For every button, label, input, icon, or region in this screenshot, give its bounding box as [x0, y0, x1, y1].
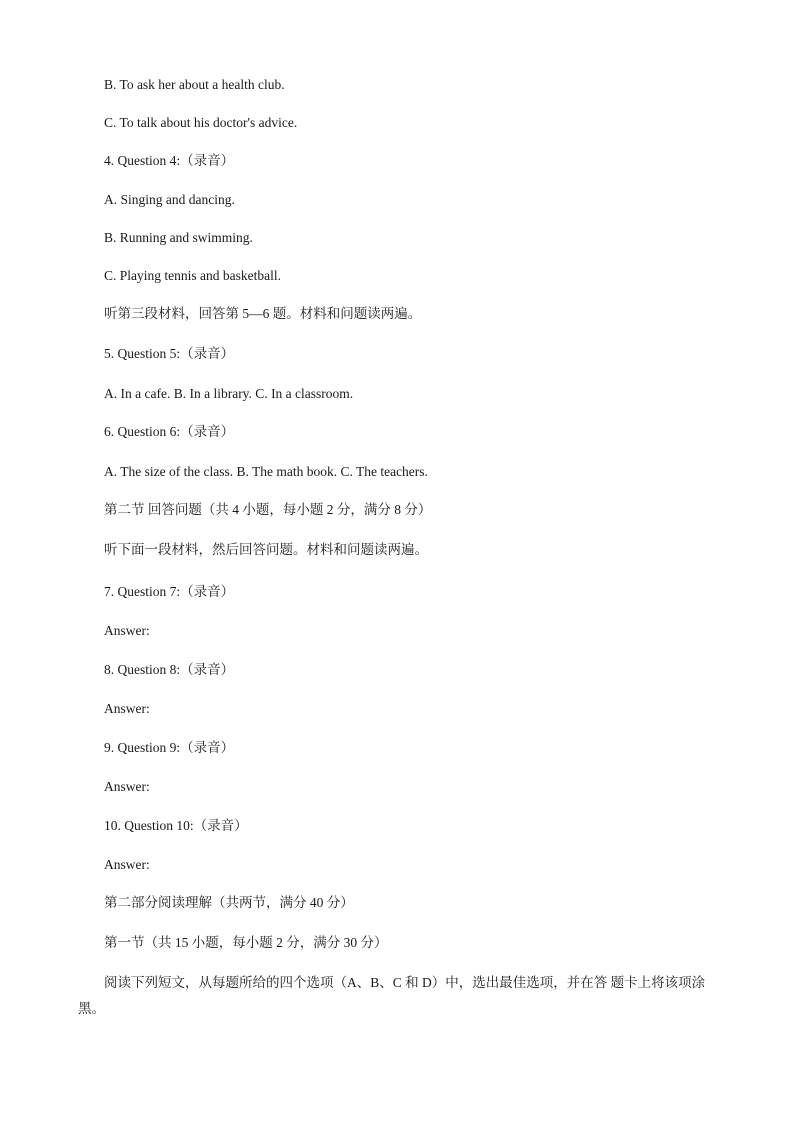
question-8: 8. Question 8:（录音）	[104, 662, 235, 677]
answer-9: Answer:	[104, 779, 150, 794]
answer-7: Answer:	[104, 623, 150, 638]
question-10: 10. Question 10:（录音）	[104, 818, 248, 833]
reading-instruction: 阅读下列短文，从每题所给的四个选项（A、B、C 和 D）中，选出最佳选项，并在答 题卡上将该项涂黑。	[78, 975, 706, 1016]
reading-section-1-heading: 第一节（共 15 小题，每小题 2 分，满分 30 分）	[104, 935, 388, 950]
answer-8: Answer:	[104, 701, 150, 716]
section-3-instruction: 听第三段材料，回答第 5—6 题。材料和问题读两遍。	[104, 306, 422, 321]
part-2-heading: 第二节 回答问题（共 4 小题，每小题 2 分，满分 8 分）	[104, 502, 432, 517]
answer-10: Answer:	[104, 857, 150, 872]
part-2-instruction: 听下面一段材料，然后回答问题。材料和问题读两遍。	[104, 542, 428, 557]
question-4: 4. Question 4:（录音）	[104, 153, 235, 168]
option-3c: C. To talk about his doctor's advice.	[104, 115, 298, 130]
option-4a: A. Singing and dancing.	[104, 192, 235, 207]
question-7: 7. Question 7:（录音）	[104, 584, 235, 599]
option-4c: C. Playing tennis and basketball.	[104, 268, 281, 283]
question-5: 5. Question 5:（录音）	[104, 346, 235, 361]
options-5: A. In a cafe. B. In a library. C. In a classroom.	[104, 386, 354, 401]
question-6: 6. Question 6:（录音）	[104, 424, 235, 439]
options-6: A. The size of the class. B. The math book. C. The teachers.	[104, 464, 428, 479]
reading-part-heading: 第二部分阅读理解（共两节，满分 40 分）	[104, 895, 354, 910]
question-9: 9. Question 9:（录音）	[104, 740, 235, 755]
option-4b: B. Running and swimming.	[104, 230, 253, 245]
option-3b: B. To ask her about a health club.	[104, 77, 285, 92]
